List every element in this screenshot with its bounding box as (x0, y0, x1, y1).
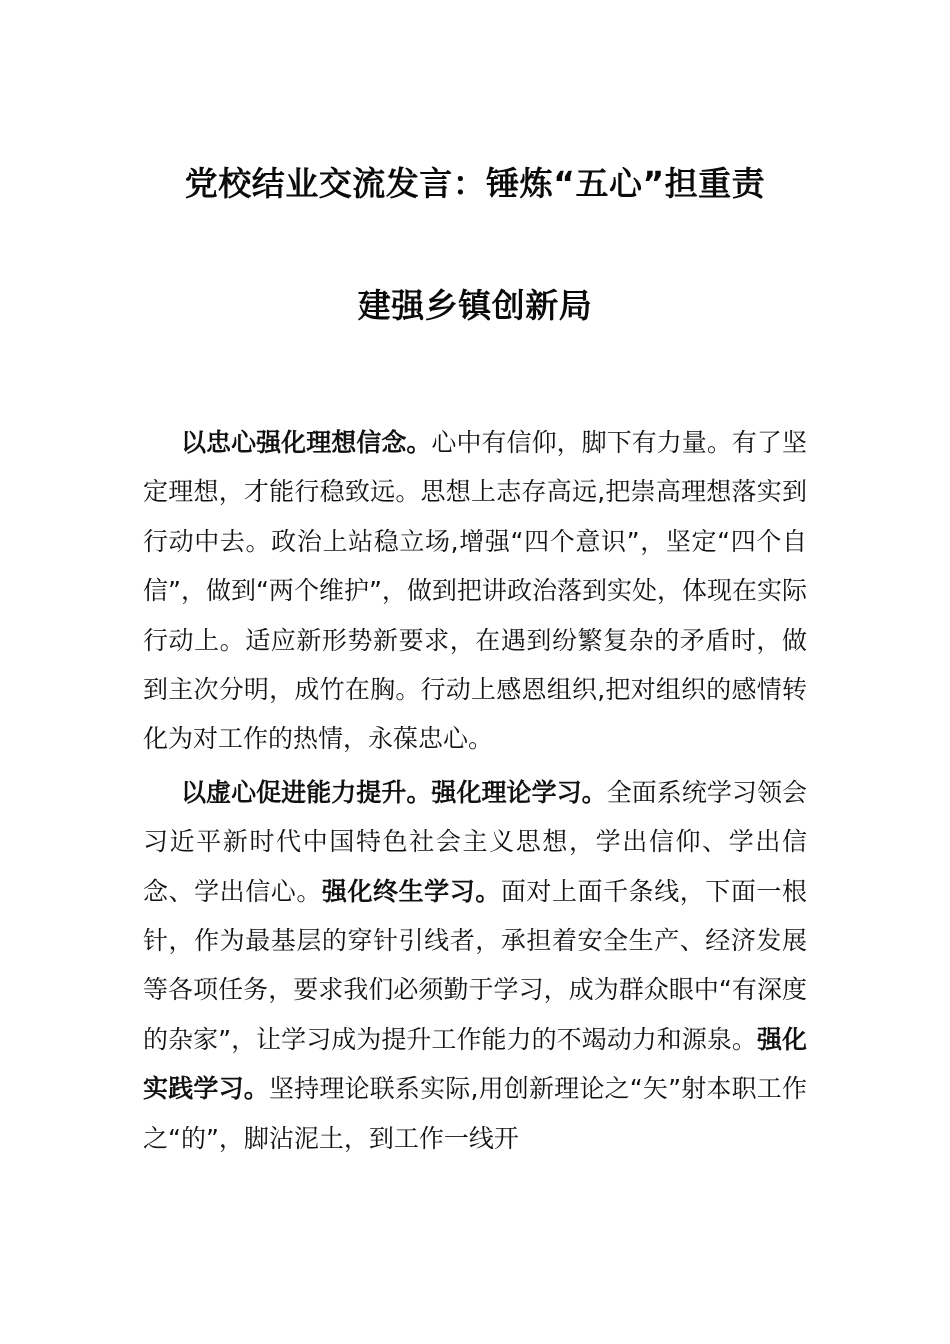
paragraph-text: 心中有信仰，脚下有力量。有了坚定理想，才能行稳致远。思想上志存高远,把崇高理想落实到行动中去。政治上站稳立场,增强“四个意识”，坚定“四个自信”，做到“两个维护”，做到把讲政治落到实处，体现在实际行动上。适应新形势新要求，在遇到纷繁复杂的矛盾时，做到主次分明，成竹在胸。行动上感恩组织,把对组织的感情转化为对工作的热情，永葆忠心。 (143, 428, 807, 754)
paragraph-text: 全面系统学习领会习近平新时代中国特色社会主义思想，学出信仰、学出信念、学出信心。 (143, 777, 807, 906)
document-title-line-2: 建强乡镇创新局 (357, 286, 593, 325)
paragraph-text: 坚持理论联系实际,用创新理论之“矢”射本职工作之“的”，脚沾泥土，到工作一线开 (143, 1074, 807, 1153)
document-title-line-1: 党校结业交流发言：锤炼“五心”担重责 (184, 164, 766, 203)
paragraph-heading: 以虚心促进能力提升。强化理论学习。 (181, 777, 607, 807)
paragraph-subheading: 强化实践学习。 (143, 1024, 807, 1104)
paragraph-text: 面对上面千条线，下面一根针，作为最基层的穿针引线者，承担着安全生产、经济发展等各项任务，要求我们必须勤于学习，成为群众眼中“有深度的杂家”，让学习成为提升工作能力的不竭动力和源泉。 (143, 876, 807, 1054)
paragraph-loyalty (143, 418, 807, 764)
document-body (143, 418, 807, 1167)
paragraph-humility (143, 768, 807, 1163)
paragraph-heading: 以忠心强化理想信念。 (181, 428, 432, 457)
paragraph-subheading: 强化终生学习。 (321, 876, 501, 906)
